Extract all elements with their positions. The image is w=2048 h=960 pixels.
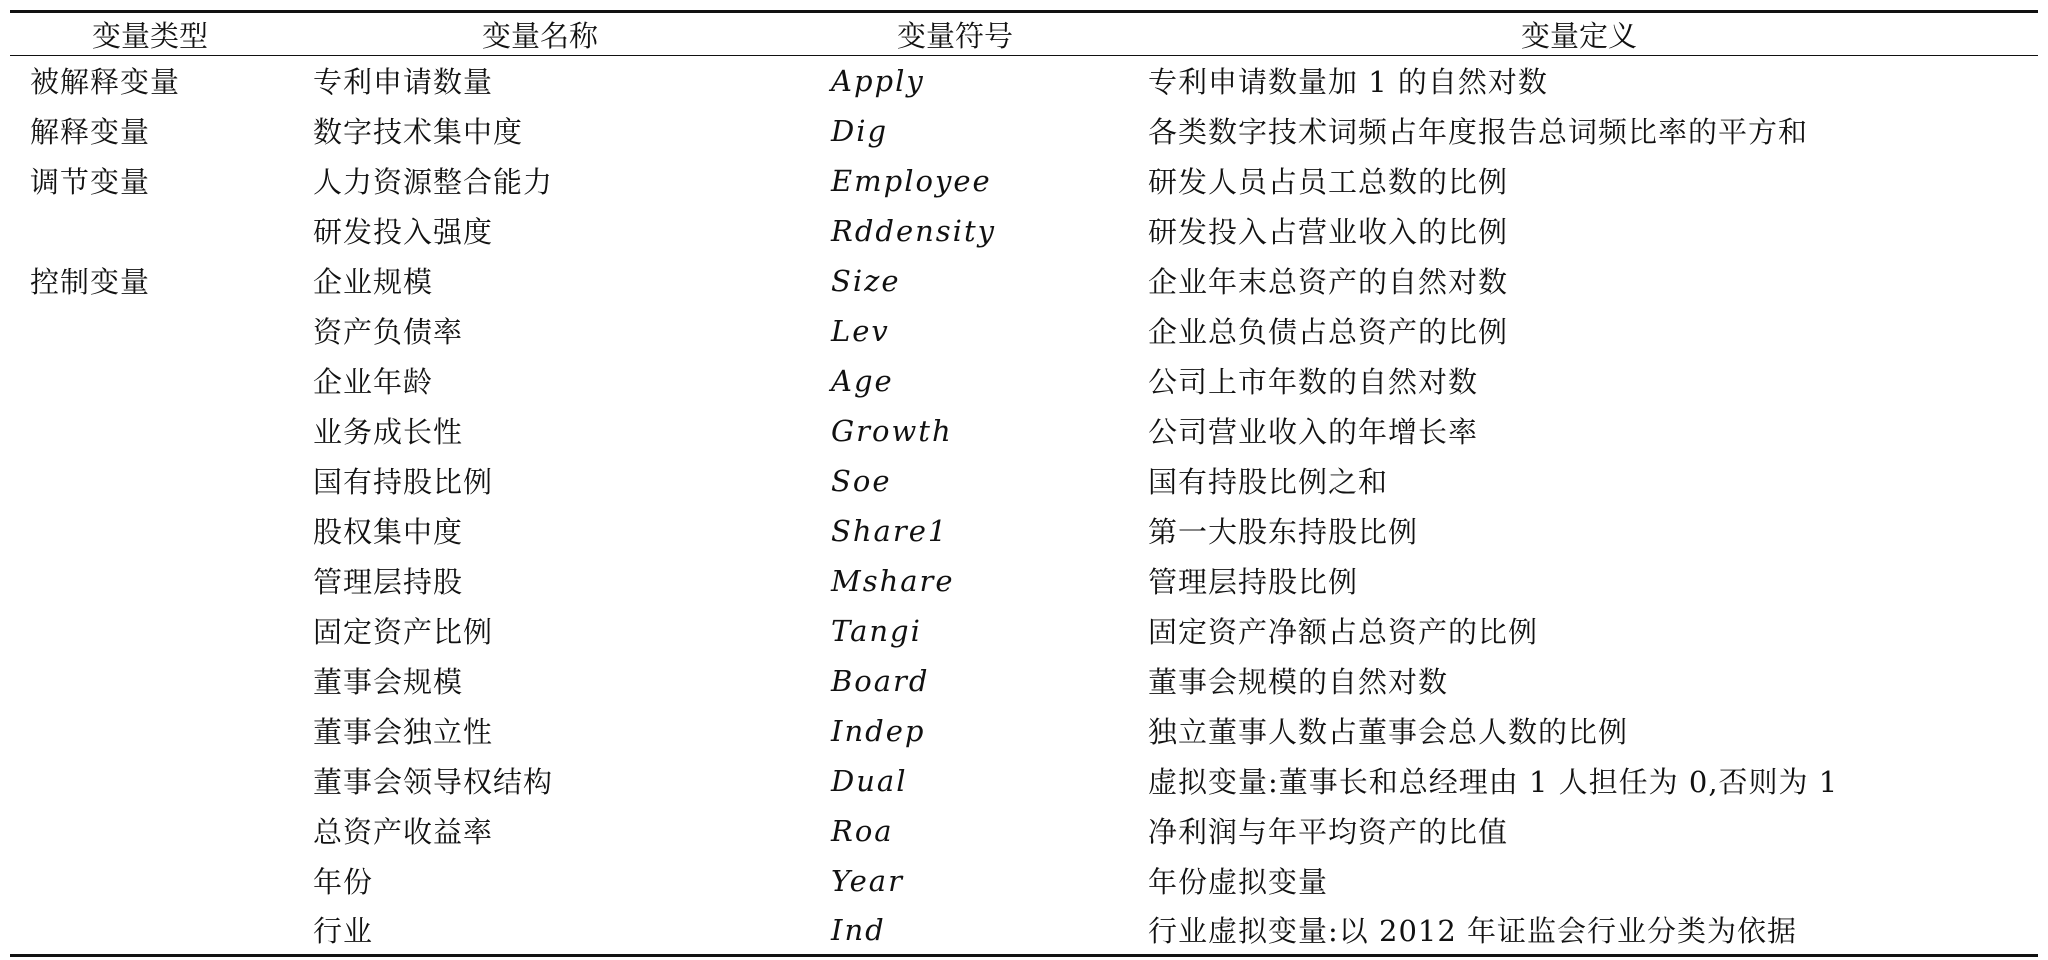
header-variable-name: 变量名称 (290, 12, 790, 56)
cell-variable-definition: 董事会规模的自然对数 (1148, 665, 1449, 699)
table-row (10, 806, 2038, 856)
cell-variable-type (10, 206, 290, 256)
cell-variable-name: 董事会领导权结构 (313, 765, 554, 799)
table-row (10, 106, 2038, 156)
cell-variable-definition: 专利申请数量加 1 的自然对数 (1148, 65, 1548, 100)
cell-variable-definition: 各类数字技术词频占年度报告总词频比率的平方和 (1148, 115, 1809, 149)
cell-variable-definition: 公司上市年数的自然对数 (1148, 365, 1479, 399)
cell-variable-definition: 研发人员占员工总数的比例 (1148, 165, 1509, 199)
cell-variable-type (10, 306, 290, 356)
table-row (10, 406, 2038, 456)
table-row (10, 906, 2038, 956)
table-row (10, 456, 2038, 506)
cell-variable-type (10, 406, 290, 456)
cell-variable-definition: 研发投入占营业收入的比例 (1148, 215, 1509, 249)
cell-variable-definition: 虚拟变量:董事长和总经理由 1 人担任为 0,否则为 1 (1148, 765, 1839, 799)
cell-variable-name: 研发投入强度 (313, 215, 494, 249)
cell-variable-symbol: Board (831, 663, 930, 698)
cell-variable-symbol: Year (831, 863, 904, 898)
cell-variable-definition: 年份虚拟变量 (1148, 865, 1329, 899)
table-header-row (10, 12, 2038, 56)
cell-variable-name: 企业规模 (313, 265, 434, 299)
cell-variable-symbol: Mshare (831, 563, 955, 598)
cell-variable-definition: 净利润与年平均资产的比值 (1148, 815, 1509, 849)
cell-variable-symbol: Ind (790, 906, 1120, 956)
cell-variable-definition: 第一大股东持股比例 (1148, 515, 1419, 549)
cell-variable-type (10, 806, 290, 856)
cell-variable-definition: 行业虚拟变量:以 2012 年证监会行业分类为依据 (1120, 906, 2038, 956)
cell-variable-type (10, 456, 290, 506)
cell-variable-definition: 企业总负债占总资产的比例 (1148, 315, 1509, 349)
cell-variable-symbol: Rddensity (831, 213, 996, 248)
cell-variable-definition: 固定资产净额占总资产的比例 (1148, 615, 1539, 649)
table-row (10, 756, 2038, 806)
table-row (10, 556, 2038, 606)
cell-variable-definition: 公司营业收入的年增长率 (1148, 415, 1479, 449)
cell-variable-name: 人力资源整合能力 (313, 165, 554, 199)
cell-variable-definition: 管理层持股比例 (1148, 565, 1359, 599)
cell-variable-name: 国有持股比例 (313, 465, 494, 499)
cell-variable-name: 企业年龄 (313, 365, 434, 399)
table-row (10, 706, 2038, 756)
cell-variable-name: 行业 (290, 906, 790, 956)
table-row (10, 656, 2038, 706)
header-variable-type: 变量类型 (10, 12, 290, 56)
cell-variable-name: 董事会规模 (313, 665, 464, 699)
cell-variable-type (10, 556, 290, 606)
cell-variable-type (10, 356, 290, 406)
cell-variable-type (10, 856, 290, 906)
cell-variable-name: 专利申请数量 (313, 65, 494, 100)
cell-variable-symbol: Indep (831, 713, 926, 748)
table-row (10, 256, 2038, 306)
cell-variable-symbol: Employee (831, 163, 992, 198)
cell-variable-name: 管理层持股 (313, 565, 464, 599)
table-row (10, 506, 2038, 556)
cell-variable-symbol: Roa (831, 813, 894, 848)
cell-variable-definition: 独立董事人数占董事会总人数的比例 (1148, 715, 1629, 749)
cell-variable-symbol: Growth (831, 413, 953, 448)
table-row (10, 856, 2038, 906)
cell-variable-name: 总资产收益率 (313, 815, 494, 849)
cell-variable-name: 固定资产比例 (313, 615, 494, 649)
cell-variable-symbol: Tangi (831, 613, 922, 648)
cell-variable-symbol: Apply (831, 63, 925, 98)
header-variable-symbol: 变量符号 (790, 12, 1120, 56)
cell-variable-type (10, 706, 290, 756)
table-row (10, 356, 2038, 406)
cell-variable-symbol: Size (831, 263, 901, 298)
cell-variable-name: 董事会独立性 (313, 715, 494, 749)
cell-variable-type (10, 606, 290, 656)
table-row (10, 306, 2038, 356)
cell-variable-type (10, 506, 290, 556)
header-variable-definition: 变量定义 (1120, 12, 2038, 56)
cell-variable-name: 股权集中度 (313, 515, 464, 549)
cell-variable-type (10, 656, 290, 706)
cell-variable-definition: 国有持股比例之和 (1148, 465, 1389, 499)
cell-variable-name: 数字技术集中度 (313, 115, 524, 149)
table-row (10, 606, 2038, 656)
cell-variable-definition: 企业年末总资产的自然对数 (1148, 265, 1509, 299)
cell-variable-type: 被解释变量 (30, 65, 181, 100)
cell-variable-symbol: Soe (831, 463, 892, 498)
cell-variable-symbol: Share1 (831, 513, 949, 548)
variable-definition-table-wrapper (10, 10, 2038, 957)
cell-variable-name: 资产负债率 (313, 315, 464, 349)
table-row (10, 156, 2038, 206)
variable-definition-table (10, 10, 2038, 957)
cell-variable-name: 年份 (313, 865, 374, 899)
cell-variable-type (10, 756, 290, 806)
cell-variable-type: 调节变量 (30, 165, 151, 199)
table-row (10, 206, 2038, 256)
cell-variable-name: 业务成长性 (313, 415, 464, 449)
cell-variable-symbol: Age (831, 363, 894, 398)
cell-variable-symbol: Lev (831, 313, 890, 348)
cell-variable-type (10, 906, 290, 956)
cell-variable-symbol: Dig (831, 113, 889, 148)
cell-variable-type: 控制变量 (30, 265, 151, 299)
table-row (10, 56, 2038, 106)
cell-variable-type: 解释变量 (30, 115, 151, 149)
cell-variable-symbol: Dual (831, 763, 908, 798)
